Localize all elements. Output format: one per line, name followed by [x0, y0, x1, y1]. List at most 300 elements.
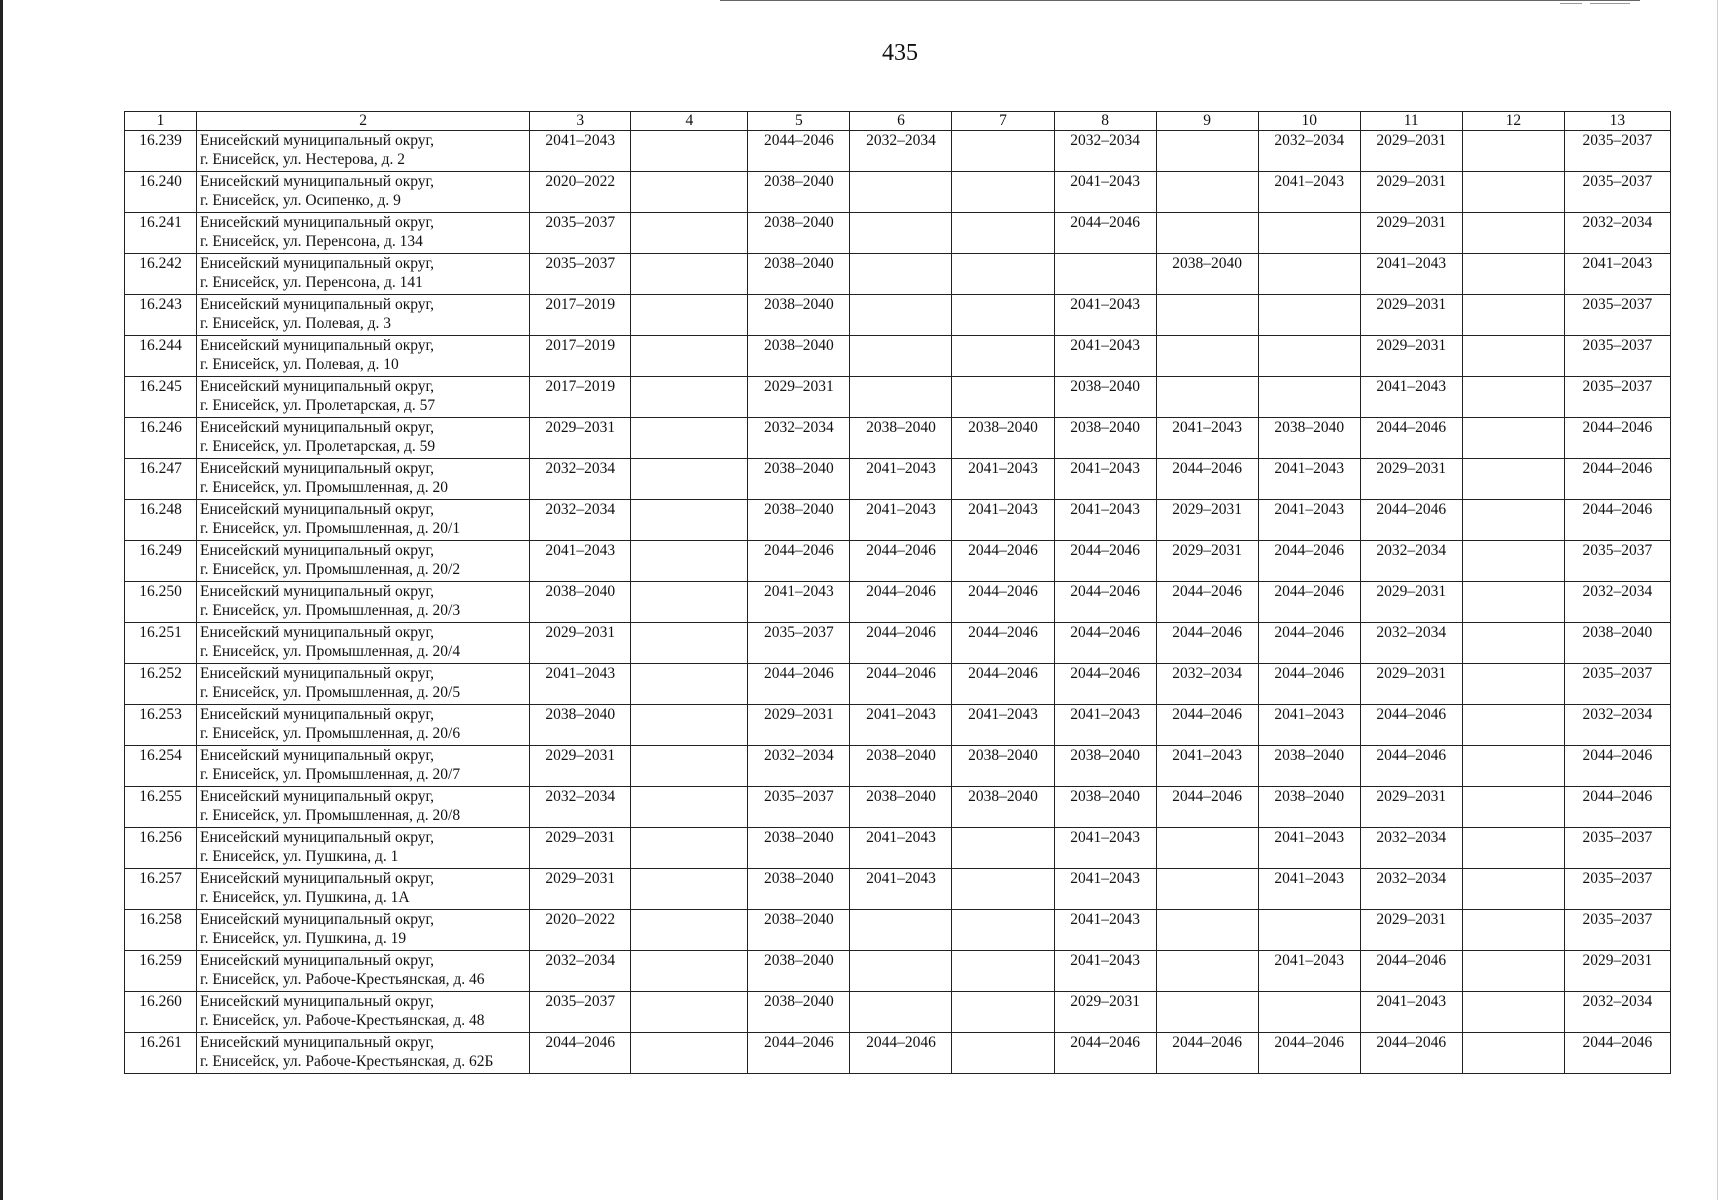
address-cell	[197, 746, 530, 787]
row-number: 16.259	[125, 951, 197, 992]
address-cell	[197, 951, 530, 992]
address-district: Енисейский муниципальный округ,	[200, 952, 434, 969]
period-cell-6: 2038–2040	[850, 746, 952, 787]
period-cell-10	[1258, 336, 1360, 377]
address-street: г. Енисейск, ул. Пушкина, д. 1	[200, 848, 399, 865]
period-cell-13: 2032–2034	[1564, 213, 1670, 254]
period-cell-3: 2029–2031	[530, 746, 631, 787]
period-cell-4	[631, 664, 748, 705]
period-cell-3: 2032–2034	[530, 787, 631, 828]
period-cell-8: 2041–2043	[1054, 828, 1156, 869]
period-cell-12	[1462, 500, 1564, 541]
address-street: г. Енисейск, ул. Промышленная, д. 20/1	[200, 520, 461, 537]
period-cell-7	[952, 295, 1054, 336]
period-cell-12	[1462, 828, 1564, 869]
period-cell-10: 2038–2040	[1258, 418, 1360, 459]
period-cell-6	[850, 910, 952, 951]
address-cell	[197, 131, 530, 172]
period-cell-10	[1258, 992, 1360, 1033]
address-district: Енисейский муниципальный округ,	[200, 993, 434, 1010]
period-cell-7	[952, 951, 1054, 992]
column-header-6: 6	[850, 112, 952, 131]
address-street: г. Енисейск, ул. Осипенко, д. 9	[200, 192, 401, 209]
row-number: 16.254	[125, 746, 197, 787]
period-cell-8: 2044–2046	[1054, 623, 1156, 664]
period-cell-5: 2038–2040	[748, 459, 850, 500]
period-cell-13: 2044–2046	[1564, 418, 1670, 459]
table-row	[125, 992, 1671, 1033]
period-cell-12	[1462, 787, 1564, 828]
address-street: г. Енисейск, ул. Рабоче-Крестьянская, д. 46	[200, 971, 485, 988]
period-cell-12	[1462, 623, 1564, 664]
period-cell-12	[1462, 910, 1564, 951]
period-cell-4	[631, 582, 748, 623]
column-header-10: 10	[1258, 112, 1360, 131]
period-cell-10: 2044–2046	[1258, 623, 1360, 664]
row-number: 16.252	[125, 664, 197, 705]
period-cell-11: 2029–2031	[1360, 131, 1462, 172]
period-cell-11: 2029–2031	[1360, 336, 1462, 377]
period-cell-3: 2032–2034	[530, 500, 631, 541]
address-cell	[197, 1033, 530, 1074]
table-row	[125, 910, 1671, 951]
period-cell-3: 2017–2019	[530, 295, 631, 336]
period-cell-6: 2032–2034	[850, 131, 952, 172]
address-district: Енисейский муниципальный округ,	[200, 255, 434, 272]
address-cell	[197, 828, 530, 869]
period-cell-9: 2044–2046	[1156, 459, 1258, 500]
period-cell-5: 2032–2034	[748, 418, 850, 459]
period-cell-5: 2041–2043	[748, 582, 850, 623]
period-cell-5: 2032–2034	[748, 746, 850, 787]
address-street: г. Енисейск, ул. Промышленная, д. 20/3	[200, 602, 461, 619]
period-cell-11: 2029–2031	[1360, 459, 1462, 500]
period-cell-13: 2029–2031	[1564, 951, 1670, 992]
period-cell-7: 2038–2040	[952, 787, 1054, 828]
row-number: 16.246	[125, 418, 197, 459]
period-cell-5: 2029–2031	[748, 377, 850, 418]
row-number: 16.243	[125, 295, 197, 336]
period-cell-12	[1462, 1033, 1564, 1074]
period-cell-11: 2044–2046	[1360, 746, 1462, 787]
period-cell-8: 2044–2046	[1054, 664, 1156, 705]
address-street: г. Енисейск, ул. Промышленная, д. 20/6	[200, 725, 461, 742]
period-cell-11: 2032–2034	[1360, 869, 1462, 910]
period-cell-7	[952, 910, 1054, 951]
period-cell-5: 2038–2040	[748, 910, 850, 951]
address-cell	[197, 910, 530, 951]
address-cell	[197, 664, 530, 705]
period-cell-5: 2038–2040	[748, 869, 850, 910]
period-cell-4	[631, 418, 748, 459]
period-cell-5: 2044–2046	[748, 664, 850, 705]
period-cell-8: 2041–2043	[1054, 705, 1156, 746]
table-row	[125, 336, 1671, 377]
address-street: г. Енисейск, ул. Пушкина, д. 1А	[200, 889, 410, 906]
page-number: 435	[882, 40, 918, 66]
period-cell-4	[631, 746, 748, 787]
period-cell-6	[850, 992, 952, 1033]
period-cell-7: 2038–2040	[952, 746, 1054, 787]
period-cell-12	[1462, 254, 1564, 295]
period-cell-12	[1462, 295, 1564, 336]
address-cell	[197, 705, 530, 746]
period-cell-7	[952, 172, 1054, 213]
period-cell-9	[1156, 992, 1258, 1033]
column-header-12: 12	[1462, 112, 1564, 131]
period-cell-5: 2044–2046	[748, 541, 850, 582]
period-cell-6	[850, 951, 952, 992]
period-cell-12	[1462, 992, 1564, 1033]
period-cell-6: 2041–2043	[850, 705, 952, 746]
period-cell-3: 2038–2040	[530, 705, 631, 746]
table-row	[125, 459, 1671, 500]
period-cell-4	[631, 828, 748, 869]
period-cell-11: 2029–2031	[1360, 582, 1462, 623]
row-number: 16.256	[125, 828, 197, 869]
column-header-13: 13	[1564, 112, 1670, 131]
period-cell-3: 2017–2019	[530, 336, 631, 377]
table-row	[125, 582, 1671, 623]
period-cell-8: 2029–2031	[1054, 992, 1156, 1033]
address-street: г. Енисейск, ул. Перенсона, д. 141	[200, 274, 423, 291]
table-row	[125, 213, 1671, 254]
address-street: г. Енисейск, ул. Пролетарская, д. 59	[200, 438, 436, 455]
address-cell	[197, 254, 530, 295]
period-cell-10: 2044–2046	[1258, 541, 1360, 582]
period-cell-9	[1156, 951, 1258, 992]
period-cell-3: 2029–2031	[530, 418, 631, 459]
table-row	[125, 869, 1671, 910]
address-street: г. Енисейск, ул. Пролетарская, д. 57	[200, 397, 436, 414]
period-cell-9	[1156, 172, 1258, 213]
top-dash	[1560, 3, 1582, 4]
period-cell-9: 2029–2031	[1156, 541, 1258, 582]
period-cell-8: 2044–2046	[1054, 1033, 1156, 1074]
period-cell-4	[631, 623, 748, 664]
address-cell	[197, 623, 530, 664]
address-district: Енисейский муниципальный округ,	[200, 788, 434, 805]
address-street: г. Енисейск, ул. Рабоче-Крестьянская, д. 62Б	[200, 1053, 494, 1070]
address-street: г. Енисейск, ул. Полевая, д. 10	[200, 356, 399, 373]
period-cell-11: 2041–2043	[1360, 992, 1462, 1033]
period-cell-8: 2038–2040	[1054, 787, 1156, 828]
period-cell-4	[631, 336, 748, 377]
period-cell-8: 2038–2040	[1054, 418, 1156, 459]
period-cell-11: 2041–2043	[1360, 377, 1462, 418]
address-cell	[197, 582, 530, 623]
table-row	[125, 131, 1671, 172]
row-number: 16.253	[125, 705, 197, 746]
column-header-1: 1	[125, 112, 197, 131]
address-street: г. Енисейск, ул. Промышленная, д. 20/8	[200, 807, 461, 824]
period-cell-7: 2041–2043	[952, 500, 1054, 541]
register-table	[124, 111, 1671, 1074]
column-header-4: 4	[631, 112, 748, 131]
period-cell-13: 2035–2037	[1564, 869, 1670, 910]
period-cell-8: 2044–2046	[1054, 541, 1156, 582]
period-cell-10: 2041–2043	[1258, 951, 1360, 992]
address-district: Енисейский муниципальный округ,	[200, 542, 434, 559]
period-cell-5: 2038–2040	[748, 500, 850, 541]
period-cell-13: 2035–2037	[1564, 336, 1670, 377]
period-cell-7: 2044–2046	[952, 582, 1054, 623]
row-number: 16.251	[125, 623, 197, 664]
top-rule	[720, 0, 1640, 1]
period-cell-10: 2032–2034	[1258, 131, 1360, 172]
period-cell-7: 2044–2046	[952, 541, 1054, 582]
period-cell-3: 2029–2031	[530, 828, 631, 869]
period-cell-9	[1156, 828, 1258, 869]
period-cell-12	[1462, 705, 1564, 746]
address-cell	[197, 541, 530, 582]
row-number: 16.241	[125, 213, 197, 254]
period-cell-9	[1156, 336, 1258, 377]
address-district: Енисейский муниципальный округ,	[200, 460, 434, 477]
period-cell-4	[631, 992, 748, 1033]
period-cell-9	[1156, 377, 1258, 418]
period-cell-10: 2038–2040	[1258, 746, 1360, 787]
period-cell-3: 2020–2022	[530, 910, 631, 951]
period-cell-13: 2044–2046	[1564, 787, 1670, 828]
row-number: 16.260	[125, 992, 197, 1033]
period-cell-3: 2035–2037	[530, 213, 631, 254]
period-cell-3: 2017–2019	[530, 377, 631, 418]
period-cell-6	[850, 336, 952, 377]
period-cell-13: 2035–2037	[1564, 541, 1670, 582]
period-cell-6: 2044–2046	[850, 664, 952, 705]
period-cell-11: 2044–2046	[1360, 418, 1462, 459]
address-street: г. Енисейск, ул. Рабоче-Крестьянская, д. 48	[200, 1012, 485, 1029]
period-cell-5: 2038–2040	[748, 951, 850, 992]
period-cell-4	[631, 459, 748, 500]
period-cell-9	[1156, 295, 1258, 336]
period-cell-11: 2032–2034	[1360, 623, 1462, 664]
period-cell-7: 2044–2046	[952, 664, 1054, 705]
row-number: 16.244	[125, 336, 197, 377]
address-cell	[197, 787, 530, 828]
period-cell-8: 2038–2040	[1054, 746, 1156, 787]
row-number: 16.249	[125, 541, 197, 582]
period-cell-10: 2041–2043	[1258, 500, 1360, 541]
period-cell-3: 2032–2034	[530, 459, 631, 500]
period-cell-12	[1462, 582, 1564, 623]
address-cell	[197, 295, 530, 336]
address-district: Енисейский муниципальный округ,	[200, 296, 434, 313]
period-cell-9: 2044–2046	[1156, 705, 1258, 746]
row-number: 16.242	[125, 254, 197, 295]
period-cell-10	[1258, 377, 1360, 418]
period-cell-9: 2044–2046	[1156, 1033, 1258, 1074]
period-cell-9: 2032–2034	[1156, 664, 1258, 705]
header-row	[125, 112, 1671, 131]
period-cell-4	[631, 213, 748, 254]
period-cell-10: 2044–2046	[1258, 664, 1360, 705]
period-cell-10: 2041–2043	[1258, 705, 1360, 746]
period-cell-11: 2041–2043	[1360, 254, 1462, 295]
period-cell-10	[1258, 910, 1360, 951]
period-cell-9: 2041–2043	[1156, 746, 1258, 787]
period-cell-8: 2041–2043	[1054, 869, 1156, 910]
address-cell	[197, 500, 530, 541]
address-street: г. Енисейск, ул. Промышленная, д. 20/4	[200, 643, 461, 660]
column-header-8: 8	[1054, 112, 1156, 131]
column-header-11: 11	[1360, 112, 1462, 131]
period-cell-5: 2038–2040	[748, 295, 850, 336]
period-cell-5: 2038–2040	[748, 254, 850, 295]
period-cell-6: 2041–2043	[850, 869, 952, 910]
period-cell-9	[1156, 131, 1258, 172]
period-cell-4	[631, 541, 748, 582]
address-cell	[197, 459, 530, 500]
period-cell-7: 2044–2046	[952, 623, 1054, 664]
address-street: г. Енисейск, ул. Нестерова, д. 2	[200, 151, 406, 168]
period-cell-13: 2035–2037	[1564, 828, 1670, 869]
period-cell-6: 2038–2040	[850, 418, 952, 459]
period-cell-9: 2029–2031	[1156, 500, 1258, 541]
address-cell	[197, 377, 530, 418]
table-row	[125, 623, 1671, 664]
period-cell-11: 2029–2031	[1360, 172, 1462, 213]
period-cell-6: 2044–2046	[850, 582, 952, 623]
period-cell-7	[952, 377, 1054, 418]
period-cell-10: 2041–2043	[1258, 172, 1360, 213]
period-cell-12	[1462, 336, 1564, 377]
address-district: Енисейский муниципальный округ,	[200, 132, 434, 149]
address-district: Енисейский муниципальный округ,	[200, 214, 434, 231]
period-cell-12	[1462, 377, 1564, 418]
address-street: г. Енисейск, ул. Перенсона, д. 134	[200, 233, 423, 250]
period-cell-8: 2041–2043	[1054, 172, 1156, 213]
period-cell-7: 2038–2040	[952, 418, 1054, 459]
period-cell-3: 2041–2043	[530, 131, 631, 172]
period-cell-5: 2044–2046	[748, 131, 850, 172]
period-cell-12	[1462, 746, 1564, 787]
table-row	[125, 172, 1671, 213]
table-row	[125, 541, 1671, 582]
period-cell-3: 2038–2040	[530, 582, 631, 623]
address-district: Енисейский муниципальный округ,	[200, 665, 434, 682]
period-cell-5: 2035–2037	[748, 787, 850, 828]
period-cell-11: 2029–2031	[1360, 787, 1462, 828]
period-cell-6	[850, 254, 952, 295]
row-number: 16.245	[125, 377, 197, 418]
row-number: 16.239	[125, 131, 197, 172]
period-cell-13: 2044–2046	[1564, 1033, 1670, 1074]
period-cell-6: 2041–2043	[850, 459, 952, 500]
period-cell-8: 2044–2046	[1054, 582, 1156, 623]
period-cell-5: 2044–2046	[748, 1033, 850, 1074]
period-cell-13: 2032–2034	[1564, 992, 1670, 1033]
period-cell-8: 2041–2043	[1054, 951, 1156, 992]
row-number: 16.248	[125, 500, 197, 541]
address-cell	[197, 992, 530, 1033]
period-cell-10: 2041–2043	[1258, 828, 1360, 869]
address-street: г. Енисейск, ул. Пушкина, д. 19	[200, 930, 407, 947]
period-cell-3: 2041–2043	[530, 664, 631, 705]
address-district: Енисейский муниципальный округ,	[200, 337, 434, 354]
period-cell-13: 2044–2046	[1564, 746, 1670, 787]
scan-right-edge	[1717, 0, 1718, 1200]
period-cell-13: 2035–2037	[1564, 910, 1670, 951]
period-cell-8: 2041–2043	[1054, 336, 1156, 377]
period-cell-5: 2029–2031	[748, 705, 850, 746]
period-cell-3: 2020–2022	[530, 172, 631, 213]
period-cell-4	[631, 295, 748, 336]
period-cell-7: 2041–2043	[952, 705, 1054, 746]
address-street: г. Енисейск, ул. Промышленная, д. 20/5	[200, 684, 461, 701]
period-cell-12	[1462, 664, 1564, 705]
period-cell-6	[850, 295, 952, 336]
period-cell-13: 2044–2046	[1564, 459, 1670, 500]
address-district: Енисейский муниципальный округ,	[200, 870, 434, 887]
address-district: Енисейский муниципальный округ,	[200, 624, 434, 641]
period-cell-11: 2029–2031	[1360, 910, 1462, 951]
period-cell-11: 2032–2034	[1360, 828, 1462, 869]
period-cell-8: 2041–2043	[1054, 910, 1156, 951]
period-cell-6: 2044–2046	[850, 541, 952, 582]
period-cell-11: 2044–2046	[1360, 951, 1462, 992]
period-cell-6: 2041–2043	[850, 500, 952, 541]
period-cell-4	[631, 705, 748, 746]
table-body	[125, 131, 1671, 1074]
column-header-2: 2	[197, 112, 530, 131]
period-cell-9: 2041–2043	[1156, 418, 1258, 459]
address-cell	[197, 336, 530, 377]
table-row	[125, 787, 1671, 828]
period-cell-12	[1462, 131, 1564, 172]
period-cell-11: 2044–2046	[1360, 500, 1462, 541]
table-row	[125, 664, 1671, 705]
table-row	[125, 295, 1671, 336]
row-number: 16.247	[125, 459, 197, 500]
period-cell-4	[631, 869, 748, 910]
row-number: 16.255	[125, 787, 197, 828]
table-row	[125, 500, 1671, 541]
period-cell-3: 2032–2034	[530, 951, 631, 992]
address-district: Енисейский муниципальный округ,	[200, 583, 434, 600]
period-cell-4	[631, 131, 748, 172]
period-cell-13: 2038–2040	[1564, 623, 1670, 664]
period-cell-6	[850, 213, 952, 254]
period-cell-8: 2041–2043	[1054, 295, 1156, 336]
period-cell-11: 2044–2046	[1360, 1033, 1462, 1074]
period-cell-7	[952, 213, 1054, 254]
period-cell-13: 2035–2037	[1564, 664, 1670, 705]
period-cell-6	[850, 377, 952, 418]
period-cell-9: 2038–2040	[1156, 254, 1258, 295]
period-cell-6: 2044–2046	[850, 623, 952, 664]
period-cell-4	[631, 910, 748, 951]
period-cell-13: 2035–2037	[1564, 172, 1670, 213]
address-street: г. Енисейск, ул. Промышленная, д. 20/2	[200, 561, 461, 578]
period-cell-6: 2038–2040	[850, 787, 952, 828]
table-row	[125, 746, 1671, 787]
column-header-9: 9	[1156, 112, 1258, 131]
period-cell-9	[1156, 869, 1258, 910]
address-district: Енисейский муниципальный округ,	[200, 911, 434, 928]
period-cell-8: 2044–2046	[1054, 213, 1156, 254]
period-cell-12	[1462, 459, 1564, 500]
period-cell-9	[1156, 213, 1258, 254]
period-cell-3: 2035–2037	[530, 992, 631, 1033]
period-cell-7	[952, 336, 1054, 377]
period-cell-11: 2044–2046	[1360, 705, 1462, 746]
row-number: 16.257	[125, 869, 197, 910]
period-cell-3: 2035–2037	[530, 254, 631, 295]
address-district: Енисейский муниципальный округ,	[200, 747, 434, 764]
period-cell-5: 2035–2037	[748, 623, 850, 664]
